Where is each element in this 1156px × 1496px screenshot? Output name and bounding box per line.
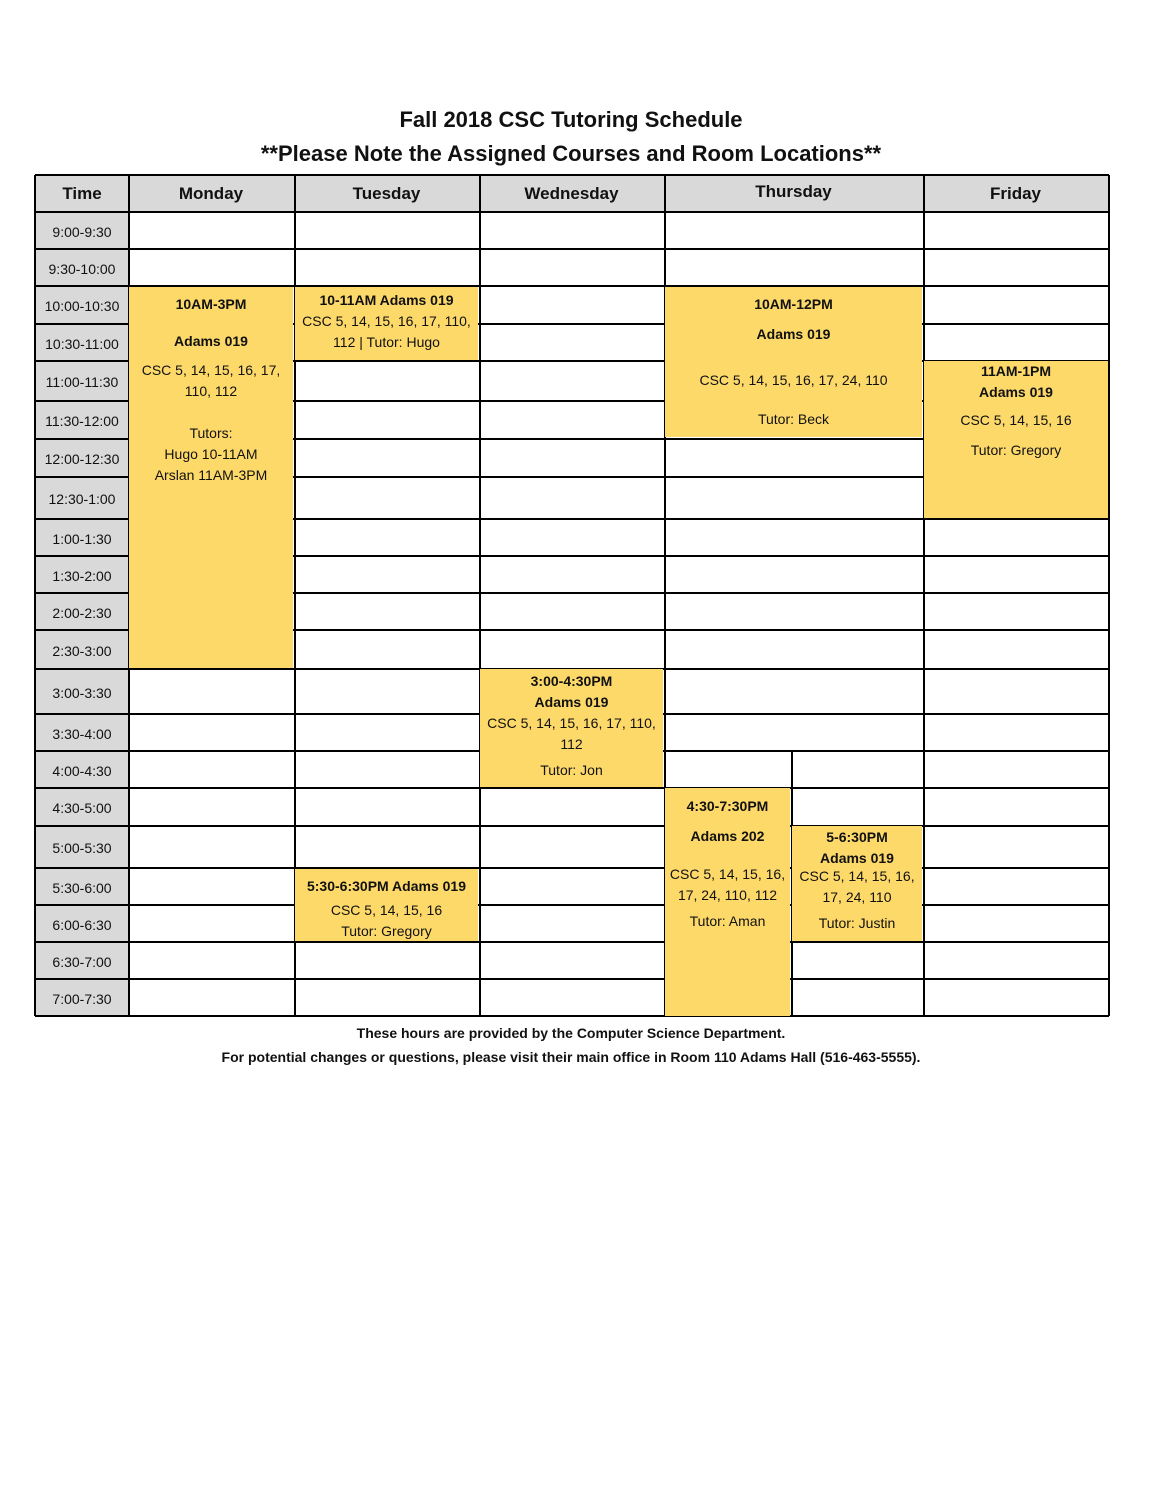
session-room: Adams 019 (820, 850, 894, 866)
session-tutor: Tutor: Aman (689, 913, 766, 929)
session-tutors-label: Tutors: (189, 425, 233, 441)
session-tutor: Tutor: Gregory (341, 923, 432, 939)
session-time: 5-6:30PM (826, 829, 888, 845)
session-time: 10AM-3PM (175, 296, 247, 312)
footer-contact: For potential changes or questions, please visit their main office in Room 110 Adams Hall (516-463-5555). (221, 1049, 921, 1065)
time-slot-label: 3:30-4:00 (52, 725, 112, 742)
session-friday (924, 361, 1108, 518)
session-thursday-evening-b (792, 826, 922, 941)
schedule-grid (34, 174, 1110, 1017)
session-courses: 17, 24, 110, 112 (677, 887, 778, 903)
schedule-subtitle: **Please Note the Assigned Courses and Room Locations** (260, 141, 882, 166)
time-slot-label: 1:30-2:00 (52, 567, 112, 584)
session-header: 5:30-6:30PM Adams 019 (306, 878, 466, 894)
time-slot-label: 2:00-2:30 (52, 604, 112, 621)
header-tuesday: Tuesday (352, 183, 421, 203)
time-slot-label: 1:00-1:30 (52, 530, 112, 547)
time-slot-label: 5:30-6:00 (52, 879, 112, 896)
session-courses: 17, 24, 110 (822, 889, 892, 905)
session-tutor: Tutor: Beck (757, 411, 830, 427)
session-courses: CSC 5, 14, 15, 16, (669, 866, 786, 882)
session-tutor: Tutor: Justin (818, 915, 896, 931)
schedule-title: Fall 2018 CSC Tutoring Schedule (399, 107, 743, 132)
time-slot-label: 4:00-4:30 (52, 762, 112, 779)
session-courses: 110, 112 (184, 383, 238, 399)
header-time: Time (62, 183, 102, 203)
time-slot-label: 12:30-1:00 (48, 491, 116, 507)
time-slot-label: 11:00-11:30 (45, 374, 119, 390)
session-room: Adams 019 (756, 326, 831, 342)
time-slot-label: 6:30-7:00 (52, 953, 112, 970)
time-slot-label: 9:00-9:30 (52, 223, 112, 240)
session-monday (129, 287, 293, 668)
session-wednesday (480, 669, 663, 787)
session-courses: CSC 5, 14, 15, 16, 17, 110, (487, 715, 656, 731)
time-slot-label: 6:00-6:30 (52, 916, 112, 933)
time-slot-label: 2:30-3:00 (52, 642, 112, 659)
session-header: 10-11AM Adams 019 (319, 292, 454, 308)
session-courses: CSC 5, 14, 15, 16, 17, (141, 362, 281, 378)
header-thursday: Thursday (755, 181, 832, 201)
session-courses: CSC 5, 14, 15, 16, 17, 110, (302, 313, 471, 329)
session-courses: CSC 5, 14, 15, 16, 17, 24, 110 (699, 372, 888, 388)
session-courses-tutor: 112 | Tutor: Hugo (333, 334, 440, 350)
time-slot-label: 9:30-10:00 (48, 260, 116, 277)
footer-note: These hours are provided by the Computer Science Department. (356, 1025, 786, 1041)
session-courses: CSC 5, 14, 15, 16 (330, 902, 443, 918)
session-room: Adams 019 (979, 384, 1053, 400)
session-time: 11AM-1PM (980, 363, 1052, 379)
time-slot-label: 3:00-3:30 (52, 684, 112, 701)
session-tuesday-evening (295, 869, 478, 941)
header-monday: Monday (178, 183, 244, 203)
session-thursday-evening-a (665, 788, 790, 1016)
time-slot-label: 11:30-12:00 (45, 413, 119, 429)
time-slot-label: 5:00-5:30 (52, 840, 112, 856)
time-slot-label: 10:30-11:00 (45, 335, 119, 352)
session-tutor: Arslan 11AM-3PM (154, 467, 268, 483)
header-wednesday: Wednesday (524, 183, 619, 203)
session-time: 4:30-7:30PM (686, 798, 769, 814)
session-courses: 112 (560, 736, 583, 752)
session-room: Adams 019 (534, 694, 609, 710)
session-courses: CSC 5, 14, 15, 16 (960, 412, 1072, 428)
session-thursday-morning (665, 287, 922, 437)
session-courses: CSC 5, 14, 15, 16, (799, 868, 915, 884)
session-time: 3:00-4:30PM (530, 673, 613, 689)
time-slot-label: 4:30-5:00 (52, 800, 112, 816)
time-slot-label: 10:00-10:30 (44, 298, 120, 314)
session-tutor: Hugo 10-11AM (164, 446, 258, 462)
header-friday: Friday (989, 183, 1042, 203)
session-tutor: Tutor: Jon (540, 762, 603, 778)
time-slot-label: 7:00-7:30 (52, 990, 112, 1007)
session-room: Adams 019 (174, 333, 248, 349)
session-tuesday-morning (295, 287, 478, 360)
session-time: 10AM-12PM (754, 296, 833, 312)
session-room: Adams 202 (690, 828, 765, 844)
time-slot-label: 12:00-12:30 (44, 451, 120, 467)
session-tutor: Tutor: Gregory (970, 442, 1062, 458)
